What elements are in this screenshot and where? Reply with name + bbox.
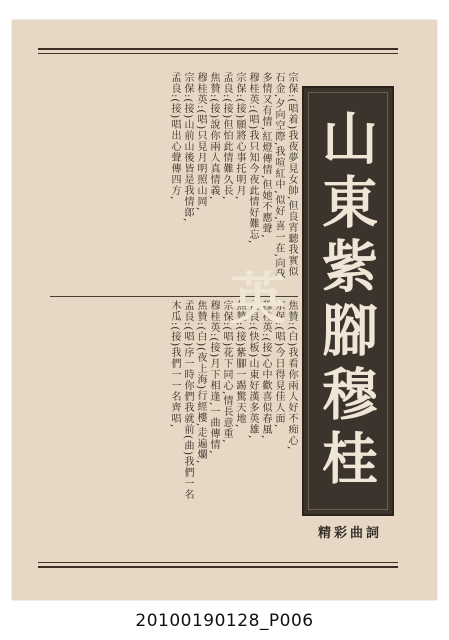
lyric-column: 宗保:(唱)今日得見佳人面, bbox=[273, 300, 284, 429]
lyric-column: 宗保:(唱)花下同心,情長意重, bbox=[221, 300, 232, 444]
lyric-column: 穆桂英:(接)月下相逢,一曲傳情, bbox=[208, 300, 219, 455]
lyric-column: 穆桂英:(接)心中歡喜似春風, bbox=[260, 300, 271, 440]
lyric-column: 焦贊:(接)說你兩人真情義, bbox=[208, 72, 219, 201]
lyric-column: 宗保:(唱着)我夜夢見女帥,但良宵聽我實似 bbox=[286, 72, 297, 278]
lyrics-upper-section bbox=[52, 72, 298, 292]
lyric-column: 孟良:(接)唱出心聲傳四方, bbox=[169, 72, 180, 201]
lyric-column: 穆桂英:(唱)只見月明照山岡, bbox=[195, 72, 206, 212]
lyric-column: 宗保:(接)山前山後皆是我情郎, bbox=[182, 72, 193, 223]
lyric-column: 焦贊:(白)我看你兩人好不痴心, bbox=[286, 300, 297, 451]
lyric-column: 孟良:(快板)山東好漢多英雄, bbox=[247, 300, 258, 440]
lyric-column: 焦贊:(接)紫腳一踢驚天地, bbox=[234, 300, 245, 429]
lyric-column: 石金,夕向空際,我喧紅中,似好,喜一在,向我 bbox=[273, 72, 284, 280]
document-subtitle: 精彩曲詞 bbox=[317, 526, 382, 541]
lyric-column: 多情又有情,紅燈傳情,但她不應聲, bbox=[260, 72, 271, 239]
lyric-column: 焦贊:(白)(夜上海)行經樓,走遍爛, bbox=[195, 300, 206, 465]
lyric-column: 木瓜:(接)我們一一名齊唱, bbox=[169, 300, 180, 429]
lyric-column: 宗保:(接)願將心事托明月, bbox=[234, 72, 245, 201]
catalog-number: 20100190128_P006 bbox=[135, 611, 314, 631]
lyric-column: 穆桂英:(唱)我只知今夜此情好難忘, bbox=[247, 72, 258, 245]
lyric-column: 孟良:(接)但怕此情難久長, bbox=[221, 72, 232, 201]
lyrics-lower-section bbox=[52, 300, 298, 520]
document-title: 山東紫腳穆桂英 bbox=[221, 109, 379, 493]
lyric-column: 孟良:(唱)序一時你們我就前(曲)我們一名 bbox=[182, 300, 193, 500]
